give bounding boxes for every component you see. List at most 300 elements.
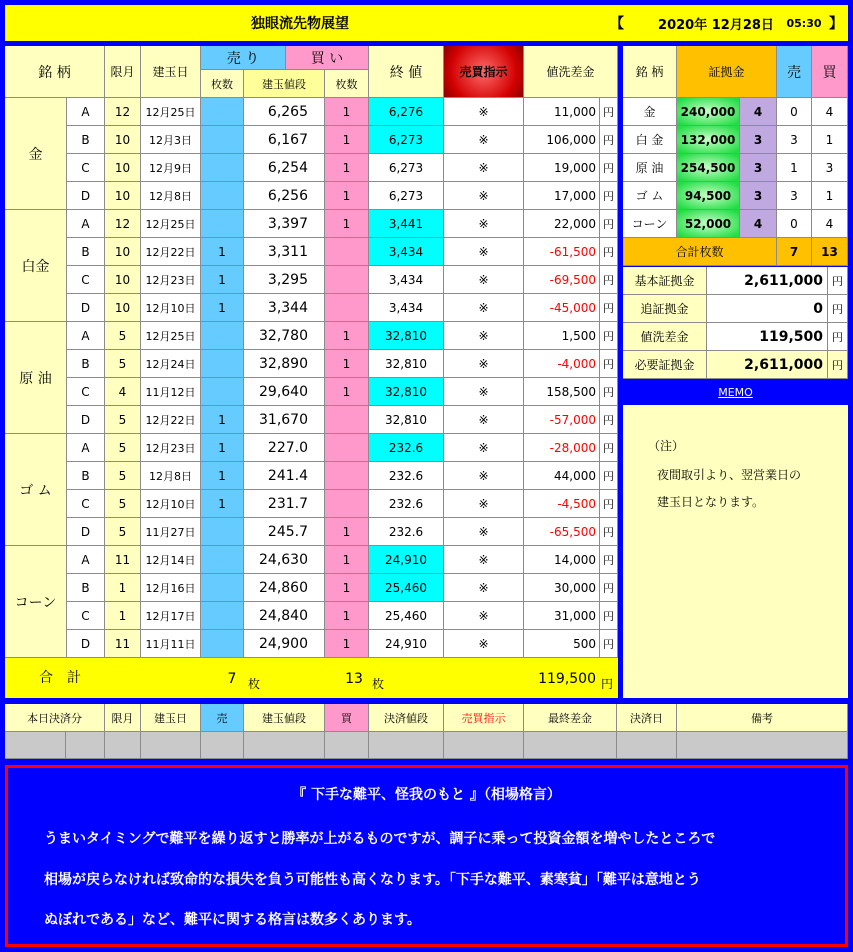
row-diff: 44,000	[524, 462, 600, 490]
margin-header-sell: 売	[777, 46, 812, 98]
row-code: D	[67, 182, 105, 210]
col-header-limit-month: 限月	[105, 46, 141, 98]
row-diff: -45,000	[524, 294, 600, 322]
row-buy-count: 1	[325, 322, 369, 350]
settle-empty-cell	[141, 732, 201, 759]
row-diff: 500	[524, 630, 600, 658]
row-diff-yen: 円	[600, 462, 618, 490]
total-buy-count: 13	[345, 671, 363, 687]
row-close-price: 32,810	[369, 406, 444, 434]
settle-header: 決済日	[617, 704, 677, 732]
page-title: 独眼流先物展望	[251, 16, 349, 32]
row-limit-month: 10	[105, 238, 141, 266]
row-entry-date: 12月3日	[141, 126, 201, 154]
memo-note-label: （注）	[648, 438, 685, 453]
settle-empty-cell	[524, 732, 617, 759]
total-sell-count: 7	[227, 671, 237, 687]
row-limit-month: 11	[105, 630, 141, 658]
row-sell-count	[201, 350, 244, 378]
summary-label: 必要証拠金	[623, 351, 707, 379]
row-instruction[interactable]: ※	[444, 574, 524, 602]
row-diff-yen: 円	[600, 182, 618, 210]
row-entry-date: 12月9日	[141, 154, 201, 182]
row-instruction[interactable]: ※	[444, 182, 524, 210]
col-header-sell: 売 り	[201, 46, 286, 70]
row-buy-count: 1	[325, 98, 369, 126]
row-close-price: 24,910	[369, 546, 444, 574]
row-sell-count	[201, 546, 244, 574]
row-entry-price: 231.7	[244, 490, 325, 518]
row-entry-price: 245.7	[244, 518, 325, 546]
row-entry-price: 3,397	[244, 210, 325, 238]
row-diff-yen: 円	[600, 98, 618, 126]
col-header-close: 終 値	[369, 46, 444, 98]
row-close-price: 32,810	[369, 378, 444, 406]
margin-total-buy: 13	[812, 238, 848, 266]
row-diff-yen: 円	[600, 154, 618, 182]
row-code: B	[67, 462, 105, 490]
row-entry-date: 12月25日	[141, 210, 201, 238]
settle-header: 備考	[677, 704, 848, 732]
summary-yen: 円	[828, 351, 848, 379]
col-header-entry-date: 建玉日	[141, 46, 201, 98]
row-diff-yen: 円	[600, 126, 618, 154]
settle-empty-cell	[444, 732, 524, 759]
margin-header-brand: 銘 柄	[623, 46, 677, 98]
row-code: C	[67, 266, 105, 294]
row-entry-date: 12月24日	[141, 350, 201, 378]
quote-line-2: 相場が戻らなければ致命的な損失を負う可能性も高くなります。「下手な難平、素寒貧」「難平は意地とう	[44, 872, 701, 888]
margin-sell: 0	[777, 210, 812, 238]
row-close-price: 32,810	[369, 350, 444, 378]
row-buy-count	[325, 462, 369, 490]
row-diff: 11,000	[524, 98, 600, 126]
row-code: D	[67, 294, 105, 322]
row-diff-yen: 円	[600, 406, 618, 434]
row-limit-month: 12	[105, 98, 141, 126]
row-instruction[interactable]: ※	[444, 378, 524, 406]
row-entry-price: 3,295	[244, 266, 325, 294]
row-buy-count: 1	[325, 182, 369, 210]
margin-brand: コーン	[623, 210, 677, 238]
row-diff-yen: 円	[600, 266, 618, 294]
row-instruction[interactable]: ※	[444, 350, 524, 378]
row-buy-count: 1	[325, 350, 369, 378]
margin-sell: 1	[777, 154, 812, 182]
date-bracket-close: 】	[829, 16, 843, 32]
row-sell-count	[201, 630, 244, 658]
summary-yen: 円	[828, 267, 848, 295]
row-sell-count	[201, 182, 244, 210]
row-diff-yen: 円	[600, 434, 618, 462]
row-instruction[interactable]: ※	[444, 518, 524, 546]
settle-header: 買	[325, 704, 369, 732]
margin-count: 3	[740, 154, 777, 182]
row-entry-price: 24,630	[244, 546, 325, 574]
row-sell-count: 1	[201, 434, 244, 462]
settle-header: 建玉日	[141, 704, 201, 732]
row-entry-price: 241.4	[244, 462, 325, 490]
row-limit-month: 11	[105, 546, 141, 574]
margin-count: 4	[740, 98, 777, 126]
row-sell-count: 1	[201, 266, 244, 294]
date-bracket-open: 【	[610, 16, 624, 32]
total-sell-unit: 枚	[247, 676, 260, 691]
settle-empty-cell	[325, 732, 369, 759]
settle-empty-cell	[105, 732, 141, 759]
row-close-price: 232.6	[369, 490, 444, 518]
summary-value: 0	[707, 295, 828, 323]
row-instruction[interactable]: ※	[444, 126, 524, 154]
row-close-price: 25,460	[369, 602, 444, 630]
row-close-price: 24,910	[369, 630, 444, 658]
row-buy-count: 1	[325, 126, 369, 154]
row-code: B	[67, 350, 105, 378]
row-instruction[interactable]: ※	[444, 294, 524, 322]
row-diff-yen: 円	[600, 518, 618, 546]
row-diff-yen: 円	[600, 322, 618, 350]
row-entry-date: 12月8日	[141, 462, 201, 490]
col-header-entry-price: 建玉値段	[244, 70, 325, 98]
row-limit-month: 5	[105, 322, 141, 350]
row-diff-yen: 円	[600, 238, 618, 266]
row-code: A	[67, 434, 105, 462]
margin-amount: 52,000	[677, 210, 740, 238]
row-instruction[interactable]: ※	[444, 98, 524, 126]
quote-line-3: ぬぼれである」など、難平に関する格言は数多くあります。	[44, 912, 421, 928]
row-diff-yen: 円	[600, 574, 618, 602]
row-code: A	[67, 322, 105, 350]
group-name: コーン	[5, 546, 67, 658]
row-sell-count	[201, 574, 244, 602]
row-limit-month: 10	[105, 294, 141, 322]
row-close-price: 3,434	[369, 238, 444, 266]
row-sell-count: 1	[201, 238, 244, 266]
row-diff: 158,500	[524, 378, 600, 406]
settle-empty-cell	[617, 732, 677, 759]
row-diff-yen: 円	[600, 546, 618, 574]
settle-header: 売買指示	[444, 704, 524, 732]
memo-line-1: 夜間取引より、翌営業日の	[657, 467, 802, 482]
margin-amount: 132,000	[677, 126, 740, 154]
group-name: ゴ ム	[5, 434, 67, 546]
row-sell-count	[201, 378, 244, 406]
row-entry-price: 3,344	[244, 294, 325, 322]
row-limit-month: 5	[105, 462, 141, 490]
col-header-diff: 値洗差金	[524, 46, 618, 98]
row-sell-count: 1	[201, 406, 244, 434]
row-diff: 22,000	[524, 210, 600, 238]
col-header-buy: 買 い	[286, 46, 369, 70]
margin-buy: 4	[812, 98, 848, 126]
row-entry-price: 24,840	[244, 602, 325, 630]
row-instruction[interactable]: ※	[444, 266, 524, 294]
row-entry-price: 6,256	[244, 182, 325, 210]
row-entry-date: 12月25日	[141, 322, 201, 350]
row-limit-month: 5	[105, 350, 141, 378]
row-diff: -65,500	[524, 518, 600, 546]
row-entry-date: 11月11日	[141, 630, 201, 658]
row-diff: -61,500	[524, 238, 600, 266]
margin-brand: ゴ ム	[623, 182, 677, 210]
row-entry-date: 12月8日	[141, 182, 201, 210]
summary-value: 2,611,000	[707, 267, 828, 295]
row-entry-price: 32,890	[244, 350, 325, 378]
row-instruction[interactable]: ※	[444, 490, 524, 518]
row-diff: -4,500	[524, 490, 600, 518]
row-buy-count: 1	[325, 630, 369, 658]
margin-brand: 金	[623, 98, 677, 126]
row-limit-month: 5	[105, 518, 141, 546]
row-code: B	[67, 574, 105, 602]
row-entry-price: 31,670	[244, 406, 325, 434]
row-diff-yen: 円	[600, 630, 618, 658]
margin-count: 3	[740, 126, 777, 154]
settle-header: 建玉値段	[244, 704, 325, 732]
row-instruction[interactable]: ※	[444, 546, 524, 574]
quote-line-1: うまいタイミングで難平を繰り返すと勝率が上がるものですが、調子に乗って投資金額を増やしたところで	[44, 831, 716, 847]
row-code: D	[67, 406, 105, 434]
margin-amount: 240,000	[677, 98, 740, 126]
total-buy-unit: 枚	[371, 676, 384, 691]
row-limit-month: 5	[105, 434, 141, 462]
row-sell-count: 1	[201, 294, 244, 322]
report-date: 2020年 12月28日	[658, 17, 774, 33]
summary-value: 119,500	[707, 323, 828, 351]
row-entry-date: 11月12日	[141, 378, 201, 406]
row-diff-yen: 円	[600, 210, 618, 238]
row-entry-date: 12月23日	[141, 434, 201, 462]
row-close-price: 232.6	[369, 434, 444, 462]
settle-empty-cell	[369, 732, 444, 759]
row-sell-count	[201, 602, 244, 630]
row-diff: 19,000	[524, 154, 600, 182]
row-instruction[interactable]: ※	[444, 322, 524, 350]
row-close-price: 3,441	[369, 210, 444, 238]
margin-buy: 1	[812, 182, 848, 210]
summary-yen: 円	[828, 295, 848, 323]
row-sell-count	[201, 98, 244, 126]
row-limit-month: 1	[105, 602, 141, 630]
settle-header: 売	[201, 704, 244, 732]
summary-label: 基本証拠金	[623, 267, 707, 295]
margin-buy: 4	[812, 210, 848, 238]
row-close-price: 6,273	[369, 126, 444, 154]
row-code: C	[67, 378, 105, 406]
row-code: D	[67, 630, 105, 658]
row-close-price: 25,460	[369, 574, 444, 602]
row-diff-yen: 円	[600, 294, 618, 322]
group-name: 白金	[5, 210, 67, 322]
row-entry-price: 32,780	[244, 322, 325, 350]
row-entry-price: 29,640	[244, 378, 325, 406]
row-entry-date: 12月10日	[141, 490, 201, 518]
row-code: C	[67, 154, 105, 182]
row-buy-count: 1	[325, 210, 369, 238]
row-close-price: 3,434	[369, 294, 444, 322]
row-instruction[interactable]: ※	[444, 602, 524, 630]
row-code: A	[67, 546, 105, 574]
row-diff-yen: 円	[600, 602, 618, 630]
row-entry-price: 6,254	[244, 154, 325, 182]
row-buy-count: 1	[325, 574, 369, 602]
row-sell-count	[201, 154, 244, 182]
row-diff: 31,000	[524, 602, 600, 630]
row-instruction[interactable]: ※	[444, 462, 524, 490]
row-instruction[interactable]: ※	[444, 154, 524, 182]
margin-buy: 3	[812, 154, 848, 182]
summary-label: 値洗差金	[623, 323, 707, 351]
row-sell-count	[201, 210, 244, 238]
row-code: A	[67, 98, 105, 126]
row-diff: -69,500	[524, 266, 600, 294]
row-limit-month: 10	[105, 154, 141, 182]
row-buy-count: 1	[325, 518, 369, 546]
row-entry-price: 3,311	[244, 238, 325, 266]
row-buy-count: 1	[325, 378, 369, 406]
settle-header: 限月	[105, 704, 141, 732]
row-diff-yen: 円	[600, 490, 618, 518]
row-close-price: 32,810	[369, 322, 444, 350]
settle-empty-cell	[244, 732, 325, 759]
row-limit-month: 10	[105, 182, 141, 210]
row-code: B	[67, 126, 105, 154]
row-code: B	[67, 238, 105, 266]
row-close-price: 6,273	[369, 154, 444, 182]
row-close-price: 232.6	[369, 462, 444, 490]
row-buy-count	[325, 294, 369, 322]
row-diff: -4,000	[524, 350, 600, 378]
summary-yen: 円	[828, 323, 848, 351]
row-entry-price: 6,167	[244, 126, 325, 154]
row-buy-count: 1	[325, 154, 369, 182]
margin-sell: 3	[777, 182, 812, 210]
margin-buy: 1	[812, 126, 848, 154]
row-buy-count	[325, 406, 369, 434]
row-diff: -28,000	[524, 434, 600, 462]
row-limit-month: 10	[105, 126, 141, 154]
settle-header: 本日決済分	[5, 704, 105, 732]
group-name: 原 油	[5, 322, 67, 434]
memo-line-2: 建玉日となります。	[657, 494, 765, 509]
row-entry-price: 227.0	[244, 434, 325, 462]
quote-title: 『 下手な難平、怪我のもと 』（相場格言）	[292, 787, 561, 803]
margin-header-buy: 買	[812, 46, 848, 98]
margin-total-sell: 7	[777, 238, 812, 266]
row-diff: 1,500	[524, 322, 600, 350]
row-instruction[interactable]: ※	[444, 210, 524, 238]
row-limit-month: 10	[105, 266, 141, 294]
col-header-instruction: 売買指示	[444, 46, 524, 98]
total-diff: 119,500	[538, 671, 596, 687]
row-diff: 17,000	[524, 182, 600, 210]
row-close-price: 6,273	[369, 182, 444, 210]
settle-empty-cell	[5, 732, 66, 759]
row-close-price: 6,276	[369, 98, 444, 126]
settle-header: 最終差金	[524, 704, 617, 732]
row-code: C	[67, 490, 105, 518]
margin-header-margin: 証拠金	[677, 46, 777, 98]
row-sell-count: 1	[201, 462, 244, 490]
total-diff-yen: 円	[600, 676, 613, 691]
row-entry-price: 24,860	[244, 574, 325, 602]
row-instruction[interactable]: ※	[444, 630, 524, 658]
row-entry-date: 11月27日	[141, 518, 201, 546]
row-entry-date: 12月22日	[141, 238, 201, 266]
memo-link[interactable]: MEMO	[623, 381, 848, 403]
margin-total-label: 合計枚数	[623, 238, 777, 266]
row-sell-count	[201, 126, 244, 154]
row-buy-count	[325, 434, 369, 462]
margin-sell: 0	[777, 98, 812, 126]
row-entry-date: 12月22日	[141, 406, 201, 434]
row-code: A	[67, 210, 105, 238]
report-time: 05:30	[786, 16, 822, 30]
row-sell-count	[201, 322, 244, 350]
row-entry-date: 12月23日	[141, 266, 201, 294]
row-entry-date: 12月10日	[141, 294, 201, 322]
row-code: C	[67, 602, 105, 630]
row-entry-date: 12月14日	[141, 546, 201, 574]
row-close-price: 3,434	[369, 266, 444, 294]
settle-empty-cell	[201, 732, 244, 759]
settle-header: 決済値段	[369, 704, 444, 732]
row-diff-yen: 円	[600, 350, 618, 378]
row-instruction[interactable]: ※	[444, 238, 524, 266]
row-buy-count	[325, 266, 369, 294]
row-buy-count: 1	[325, 546, 369, 574]
row-code: D	[67, 518, 105, 546]
row-diff: 106,000	[524, 126, 600, 154]
group-name: 金	[5, 98, 67, 210]
row-buy-count	[325, 238, 369, 266]
row-limit-month: 1	[105, 574, 141, 602]
row-close-price: 232.6	[369, 518, 444, 546]
row-sell-count	[201, 518, 244, 546]
row-limit-month: 5	[105, 490, 141, 518]
margin-count: 4	[740, 210, 777, 238]
row-limit-month: 4	[105, 378, 141, 406]
row-sell-count: 1	[201, 490, 244, 518]
col-header-brand: 銘 柄	[5, 46, 105, 98]
margin-brand: 原 油	[623, 154, 677, 182]
settle-empty-cell	[66, 732, 105, 759]
row-limit-month: 12	[105, 210, 141, 238]
margin-amount: 254,500	[677, 154, 740, 182]
summary-value: 2,611,000	[707, 351, 828, 379]
row-diff: 30,000	[524, 574, 600, 602]
col-header-sell-count: 枚数	[201, 70, 244, 98]
row-instruction[interactable]: ※	[444, 434, 524, 462]
total-label: 合 計	[39, 670, 81, 686]
settle-empty-cell	[677, 732, 848, 759]
margin-amount: 94,500	[677, 182, 740, 210]
row-diff: 14,000	[524, 546, 600, 574]
row-entry-price: 24,900	[244, 630, 325, 658]
row-entry-date: 12月17日	[141, 602, 201, 630]
row-entry-date: 12月16日	[141, 574, 201, 602]
row-entry-price: 6,265	[244, 98, 325, 126]
row-diff-yen: 円	[600, 378, 618, 406]
row-limit-month: 5	[105, 406, 141, 434]
row-buy-count	[325, 490, 369, 518]
row-diff: -57,000	[524, 406, 600, 434]
margin-brand: 白 金	[623, 126, 677, 154]
summary-label: 追証拠金	[623, 295, 707, 323]
margin-sell: 3	[777, 126, 812, 154]
margin-count: 3	[740, 182, 777, 210]
row-instruction[interactable]: ※	[444, 406, 524, 434]
